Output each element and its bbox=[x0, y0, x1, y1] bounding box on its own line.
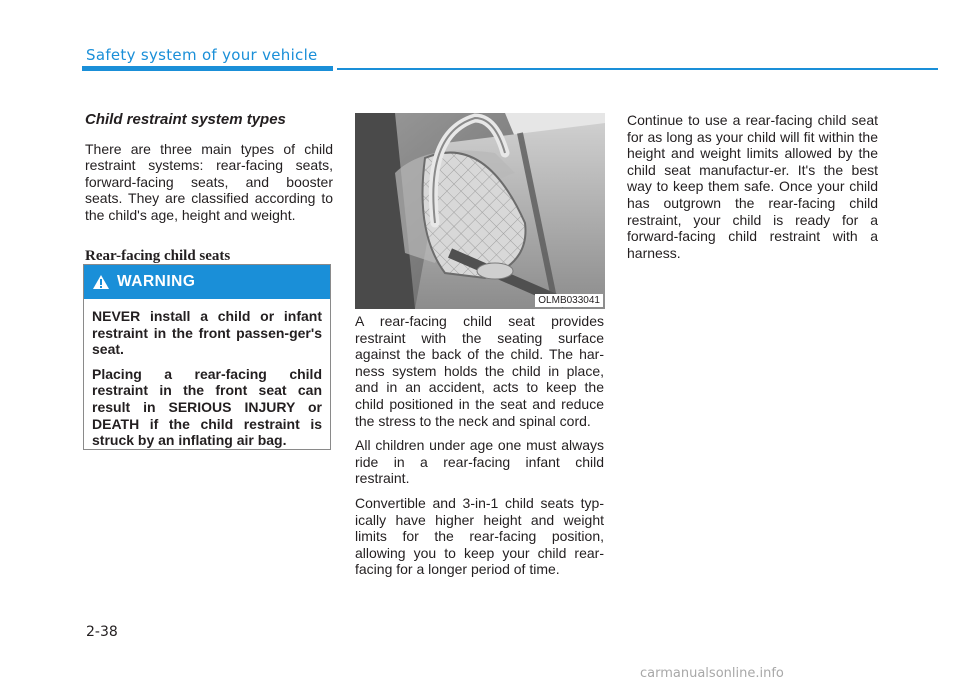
warning-box bbox=[83, 264, 331, 450]
site-watermark: carmanualsonline.info bbox=[640, 666, 784, 681]
warning-paragraph: NEVER install a child or infant restraint in the front passen-ger's seat. bbox=[92, 308, 322, 358]
paragraph: A rear-facing child seat provides restraint with the seating surface against the back of the child. The har-ness system holds the child in place, and in an accident, acts to keep the child positioned in the seat and reduce the stress to the neck and spinal cord. bbox=[355, 313, 604, 429]
page-number: 2-38 bbox=[86, 624, 118, 640]
child-restraint-heading: Child restraint system types bbox=[85, 111, 286, 128]
warning-paragraph: Placing a rear-facing child restraint in the front seat can result in SERIOUS INJURY or DEATH if the child restraint is struck by an inflating air bag. bbox=[92, 365, 322, 449]
car-seat-drawing bbox=[355, 113, 605, 309]
warning-body bbox=[84, 299, 330, 449]
intro-paragraph: There are three main types of child restraint systems: rear-facing seats, forward-facing seats, and booster seats. They are classified according to the child's age, height and weight. bbox=[85, 140, 333, 223]
paragraph: All children under age one must always ride in a rear-facing infant child restraint. bbox=[355, 437, 604, 487]
right-column bbox=[627, 112, 878, 269]
paragraph: Continue to use a rear-facing child seat for as long as your child will fit within the height and weight limits allowed by the child seat manufactur-er. It's the best way to keep them safe. Once your child has outgrown the rear-facing child restraint, your child is ready for a forward-facing child restraint with a harness. bbox=[627, 112, 878, 261]
warning-header bbox=[84, 265, 330, 299]
left-column bbox=[85, 112, 333, 264]
rear-facing-seat-illustration bbox=[355, 113, 605, 309]
middle-column bbox=[355, 313, 604, 586]
paragraph: Convertible and 3-in-1 child seats typ-ically have higher height and weight limits for the rear-facing position, allowing you to keep your child rear-facing for a longer period of time. bbox=[355, 494, 604, 578]
header-rule-thick bbox=[82, 66, 333, 71]
warning-title: WARNING bbox=[117, 273, 196, 290]
section-title: Safety system of your vehicle bbox=[86, 46, 318, 64]
rear-facing-heading: Rear-facing child seats bbox=[85, 247, 231, 264]
warning-triangle-icon bbox=[92, 274, 110, 290]
figure-code: OLMB033041 bbox=[535, 294, 603, 307]
header-rule-thin bbox=[337, 68, 938, 70]
